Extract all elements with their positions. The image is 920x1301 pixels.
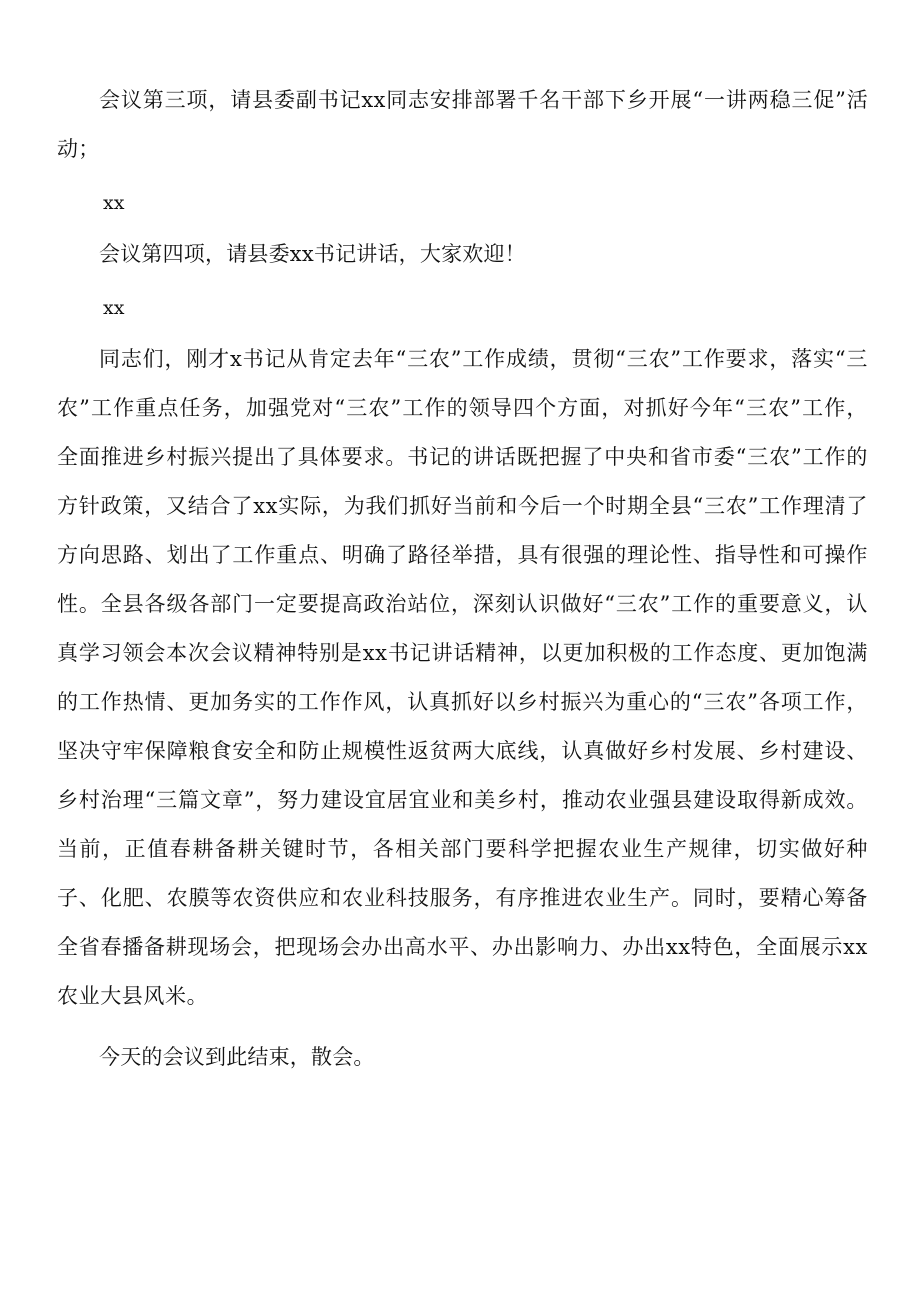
- paragraph-agenda-item-3: 会议第三项，请县委副书记xx同志安排部署千名干部下乡开展“一讲两稳三促”活动；: [57, 88, 868, 161]
- speaker-label-2: xx: [103, 297, 125, 319]
- paragraph-agenda-item-4: 会议第四项，请县委xx书记讲话，大家欢迎！: [99, 242, 526, 266]
- paragraph-closing: 今天的会议到此结束，散会。: [99, 1045, 375, 1069]
- paragraph-speech-summary: 同志们，刚才x书记从肯定去年“三农”工作成绩，贯彻“三农”工作要求，落实“三农”工作重点任务，加强党对“三农”工作的领导四个方面，对抓好今年“三农”工作，全面推进乡村振兴提出了具体要求。书记的讲话既把握了中央和省市委“三农”工作的方针政策，又结合了xx实际，为我们抓好当前和今后一个时期全县“三农”工作理清了方向思路、划出了工作重点、明确了路径举措，具有很强的理论性、指导性和可操作性。全县各级各部门一定要提高政治站位，深刻认识做好“三农”工作的重要意义，认真学习领会本次会议精神特别是xx书记讲话精神，以更加积极的工作态度、更加饱满的工作热情、更加务实的工作作风，认真抓好以乡村振兴为重心的“三农”各项工作，坚决守牢保障粮食安全和防止规模性返贫两大底线，认真做好乡村发展、乡村建设、乡村治理“三篇文章”，努力建设宜居宜业和美乡村，推动农业强县建设取得新成效。当前，正值春耕备耕关键时节，各相关部门要科学把握农业生产规律，切实做好种子、化肥、农膜等农资供应和农业科技服务，有序推进农业生产。同时，要精心筹备全省春播备耕现场会，把现场会办出高水平、办出影响力、办出xx特色，全面展示xx农业大县风米。: [57, 347, 868, 1008]
- speaker-label-1: xx: [103, 192, 125, 214]
